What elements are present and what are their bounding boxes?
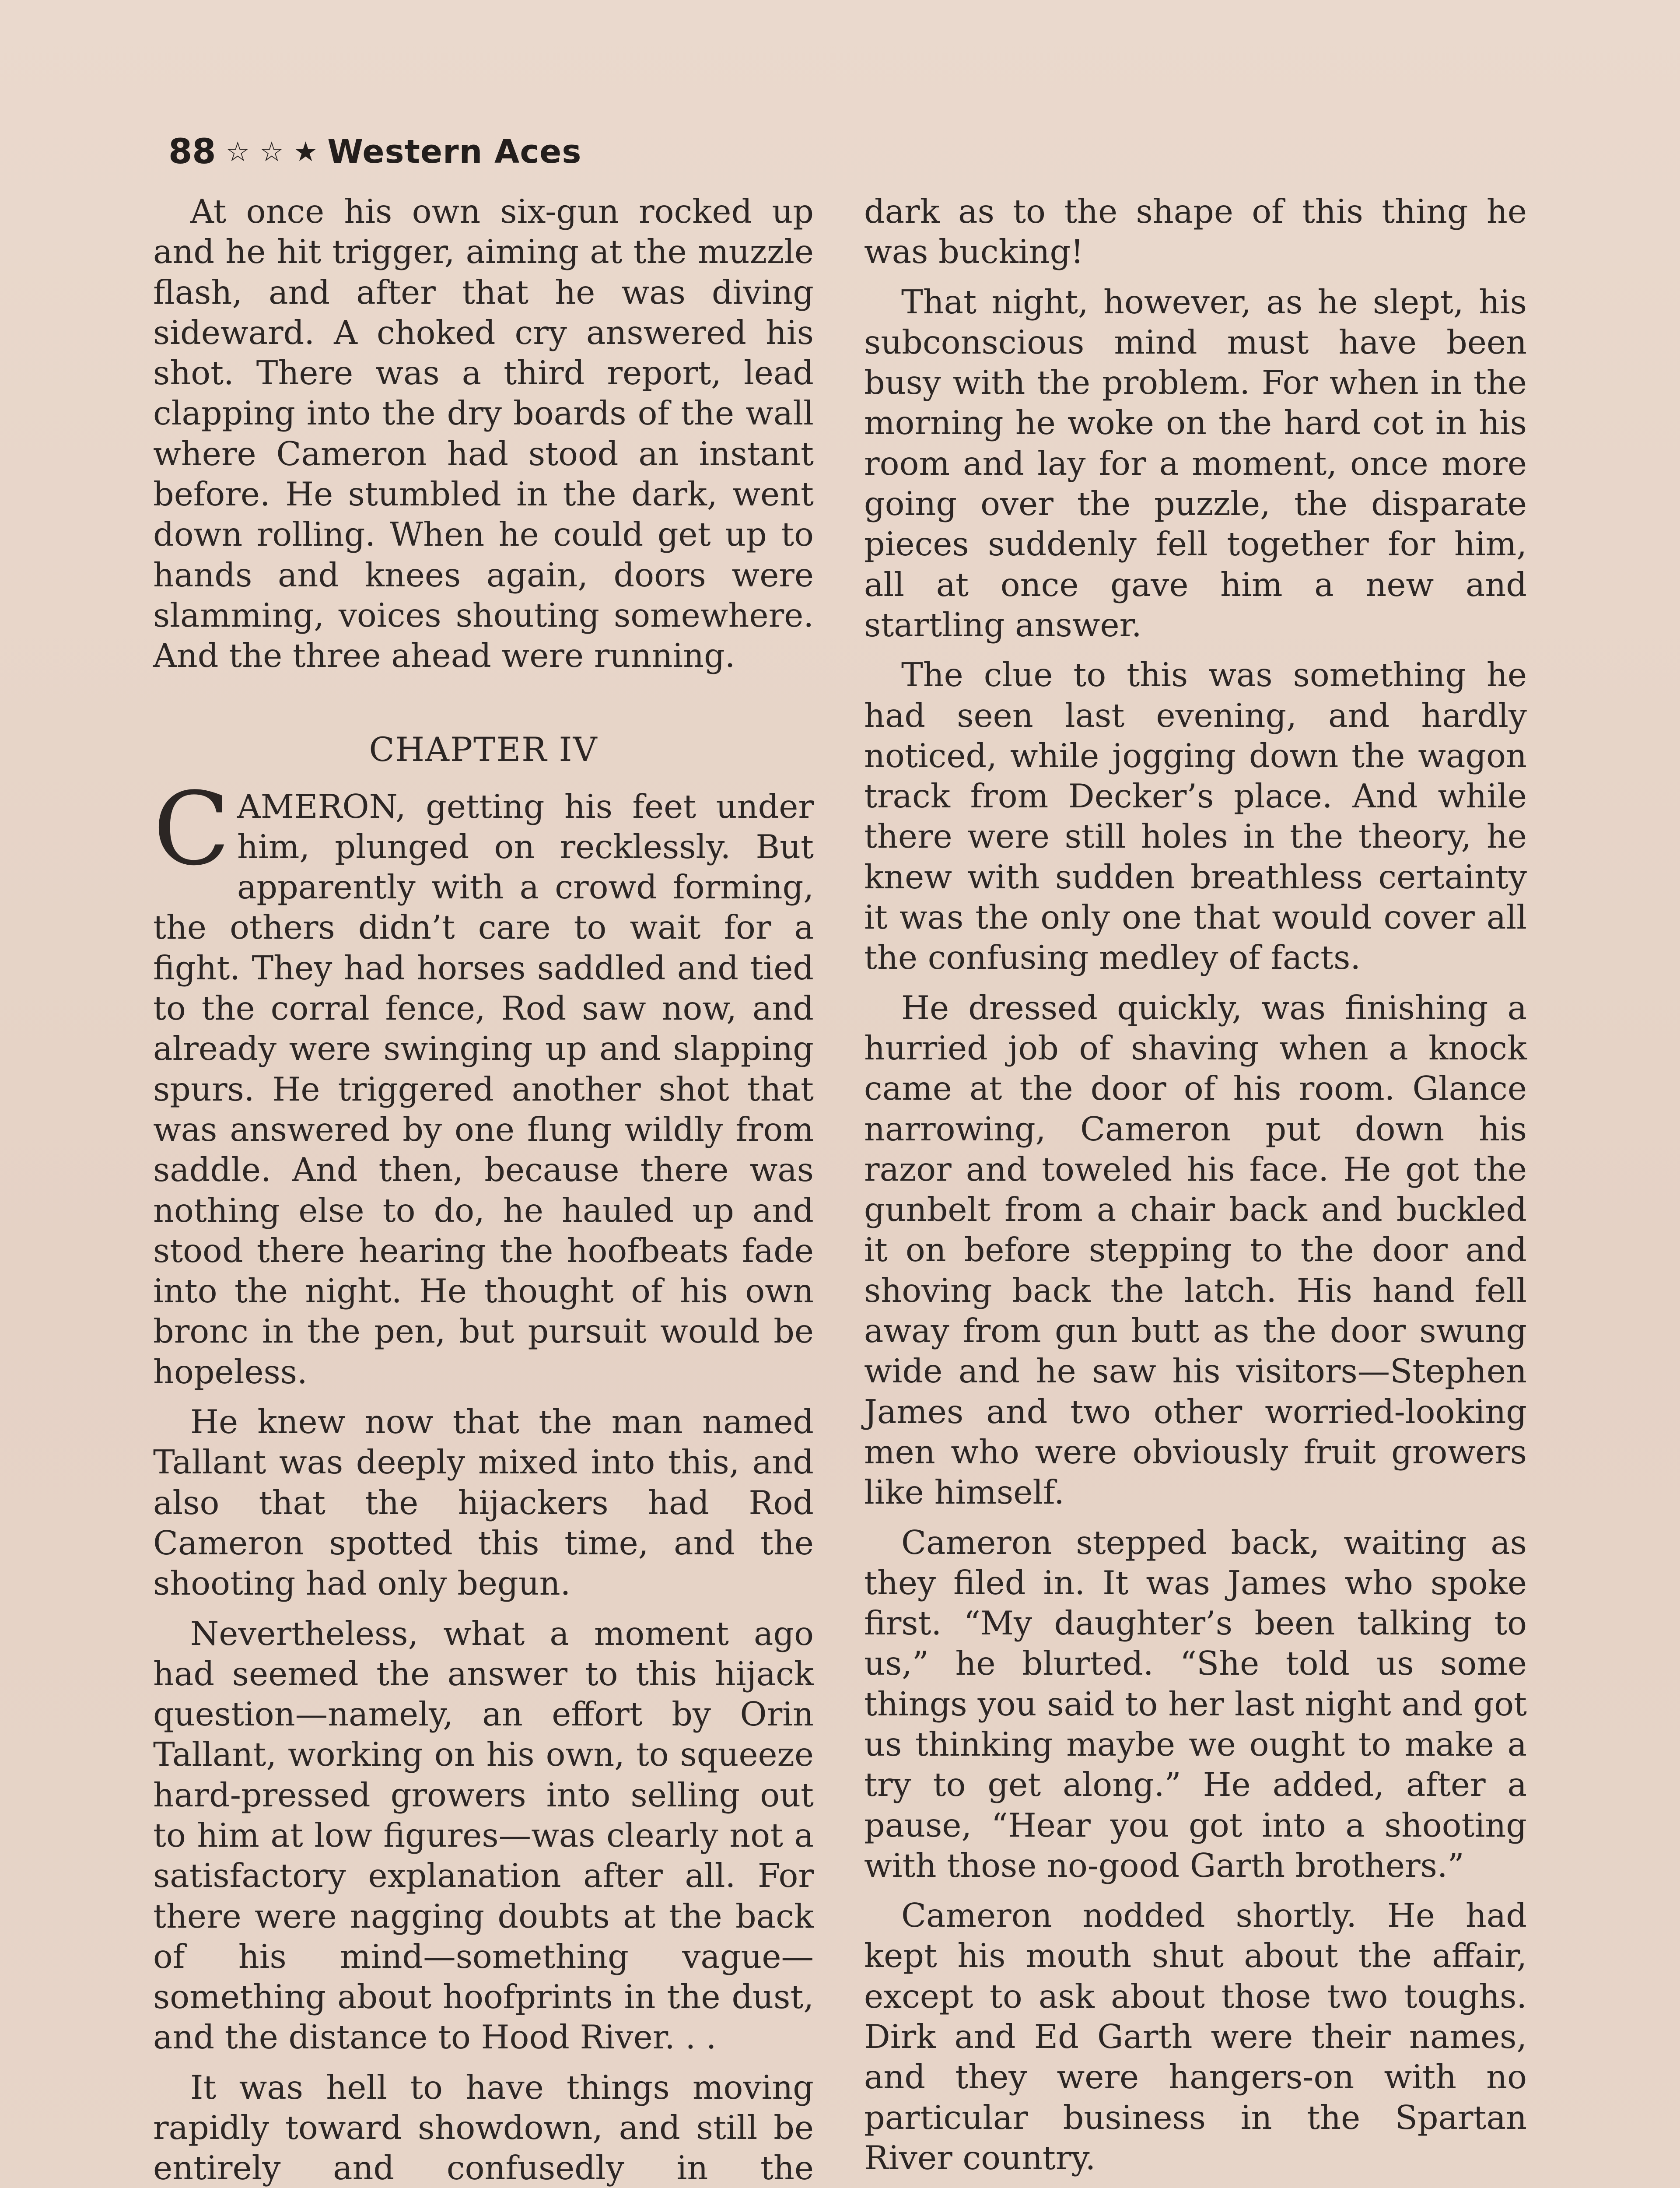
opening-paragraph: [153, 771, 814, 1392]
paragraph: He knew now that the man named Tallant was deeply mixed into this, and also that the hijackers had Rod Cameron spotted this time, and the shooting had only begun.: [153, 1403, 814, 1603]
paragraph: Nevertheless, what a moment ago had seemed the answer to this hijack question—namely, an effort by Orin Tallant, working on his own, to squeeze hard-pressed growers into selling out to him at low figures—was clearly not a satisfactory explanation after all. For there were nagging doubts at the back of his mind—something vague—something about hoofprints in the dust, and the distance to Hood River. . .: [153, 1614, 814, 2057]
page-number: 88: [168, 132, 216, 172]
paragraph: Cameron nodded shortly. He had kept his mouth shut about the affair, except to ask about those two toughs. Dirk and Ed Garth were their names, and they were hangers-on with no particular business in the Spartan River country.: [864, 1897, 1527, 2177]
paragraph: He dressed quickly, was finishing a hurried job of shaving when a knock came at the door of his room. Glance narrowing, Cameron put down his razor and toweled his face. He got the gunbelt from a chair back and buckled it on before stepping to the door and shoving back the latch. His hand fell away from gun butt as the door swung wide and he saw his visitors—Stephen James and two other worried-looking men who were obviously fruit growers like himself.: [864, 989, 1527, 1512]
continued-paragraph: dark as to the shape of this thing he was bucking!: [864, 193, 1527, 271]
paragraph: At once his own six-gun rocked up and he hit trigger, aiming at the muzzle flash, and after that he was diving sideward. A choked cry answered his shot. There was a third report, lead clapping into the dry boards of the wall where Cameron had stood an instant before. He stumbled in the dark, went down rolling. When he could get up to hands and knees again, doors were slamming, voices shouting somewhere. And the three ahead were running.: [153, 193, 814, 675]
right-column: [864, 192, 1527, 2188]
star-filled-icon: ★: [293, 136, 318, 168]
chapter-heading: CHAPTER IV: [369, 729, 598, 769]
paragraph: Cameron stepped back, waiting as they filed in. It was James who spoke first. “My daughter’s been talking to us,” he blurted. “She told us some things you said to her last night and got us thinking maybe we ought to make a try to get along.” He added, after a pause, “Hear you got into a shooting with those no-good Garth brothers.”: [864, 1523, 1527, 1885]
star-outline-icon: ☆: [259, 136, 284, 168]
paragraph: That night, however, as he slept, his subconscious mind must have been busy with the problem. For when in the morning he woke on the hard cot in his room and lay for a moment, once more going over the puzzle, the disparate pieces suddenly fell together for him, all at once gave him a new and startling answer.: [864, 283, 1527, 644]
star-outline-icon: ☆: [225, 136, 250, 168]
opening-paragraph-text: AMERON, getting his feet under him, plunged on recklessly. But apparently with a crowd forming, the others didn’t care to wait for a fight. They had horses saddled and tied to the corral fence, Rod saw now, and already were swinging up and slapping spurs. He triggered another shot that was answered by one flung wildly from saddle. And then, because there was nothing else to do, he hauled up and stood there hearing the hoofbeats fade into the night. He thought of his own bronc in the pen, but pursuit would be hopeless.: [153, 787, 814, 1391]
left-column: [153, 192, 814, 2188]
drop-cap: C: [153, 771, 230, 888]
paragraph: The clue to this was something he had seen last evening, and hardly noticed, while jogging down the wagon track from Decker’s place. And while there were still holes in the theory, he knew with sudden breathless certainty it was the only one that would cover all the confusing medley of facts.: [864, 656, 1527, 977]
publication-title: Western Aces: [327, 133, 582, 171]
running-header: [168, 123, 581, 180]
paragraph: It was hell to have things moving rapidly toward showdown, and still be entirely and confusedly in the: [153, 2068, 814, 2188]
